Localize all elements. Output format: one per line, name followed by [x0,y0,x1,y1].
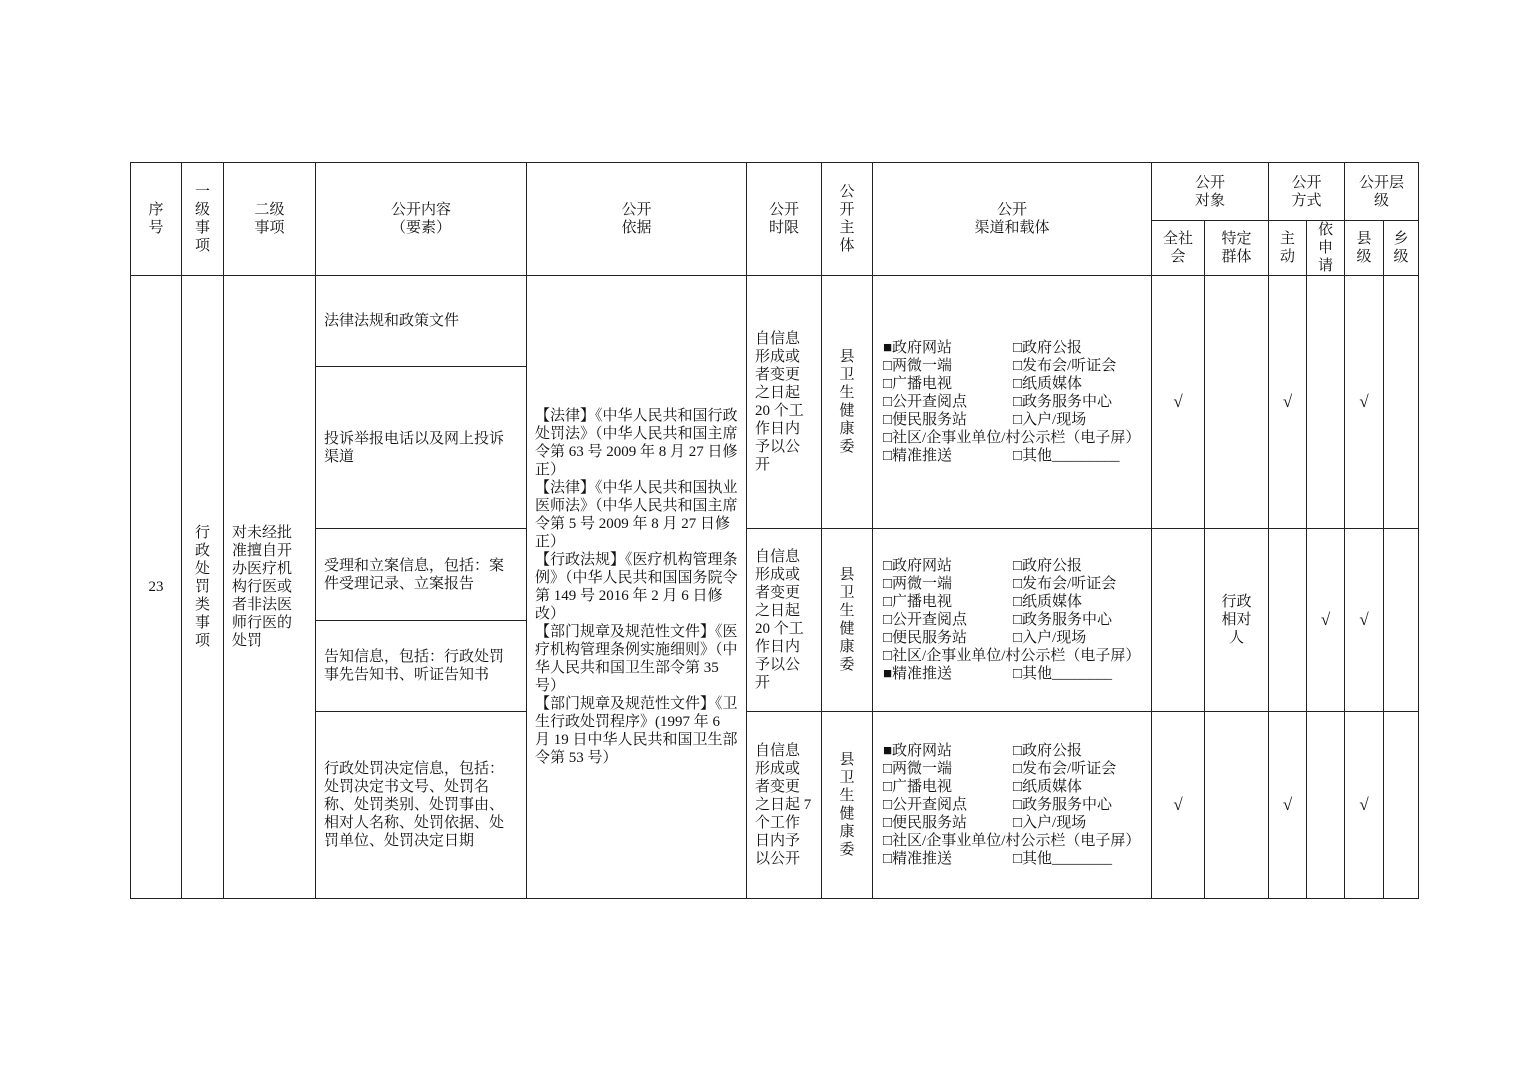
check-county: √ [1345,712,1384,899]
check-town [1384,529,1419,712]
check-all: √ [1152,276,1205,529]
header-level2: 二级事项 [224,163,316,276]
channel-option: □公开查阅点 [883,612,968,628]
check-active: √ [1269,712,1307,899]
channel-cell [873,712,1152,899]
check-request [1307,276,1345,529]
header-subject: 公开主体 [822,163,873,276]
check-active: √ [1269,276,1307,529]
check-request: √ [1307,529,1345,712]
check-county: √ [1345,529,1384,712]
channel-cell [873,276,1152,529]
header-level-town: 乡级 [1384,221,1419,276]
header-target-specific: 特定 群体 [1205,221,1269,276]
check-specific: 行政相对人 [1205,529,1269,712]
channel-option: □其他________ [1013,851,1113,867]
subject-cell: 县卫生健康委 [822,276,873,529]
disclosure-table [130,162,1419,899]
check-all [1152,529,1205,712]
channel-option: □精准推送 [883,448,953,464]
channel-option: □纸质媒体 [1013,779,1083,795]
channel-option: □其他_________ [1013,448,1120,464]
header-target-all: 全社 会 [1152,221,1205,276]
channel-option: □便民服务站 [883,412,968,428]
header-level-county: 县级 [1345,221,1384,276]
check-specific [1205,712,1269,899]
time-cell: 自信息形成或者变更之日起 7 个工作日内予以公开 [747,712,822,899]
channel-option: □两微一端 [883,761,953,777]
basis-cell: 【法律】《中华人民共和国行政处罚法》（中华人民共和国主席令第 63 号 2009 年 8 月 27 日修正） 【法律】《中华人民共和国执业医师法》（中华人民共和国主席令第 5 号 2009 年 8 月 27 日修正） 【行政法规】《医疗机构管理条例》（中华人民共和国国务院令第 149 号 2016 年 2 月 6 日修改） 【部门规章及规范性文件】《医疗机构管理条例实施细则》（中华人民共和国卫生部令第 35 号） 【部门规章及规范性文件】《卫生行政处罚程序》(1997 年 6 月 19 日中华人民共和国卫生部令第 53 号） [527,276,747,899]
header-seq: 序号 [131,163,182,276]
channel-option: □入户/现场 [1013,412,1087,428]
content-item: 受理和立案信息，包括：案件受理记录、立案报告 [316,529,527,621]
content-item: 投诉举报电话以及网上投诉渠道 [316,367,527,529]
check-request [1307,712,1345,899]
content-item: 告知信息，包括：行政处罚事先告知书、听证告知书 [316,621,527,712]
header-mode-request: 依申请 [1307,221,1345,276]
content-item: 法律法规和政策文件 [316,276,527,367]
channel-option: □便民服务站 [883,815,968,831]
header-mode-active: 主动 [1269,221,1307,276]
channel-option: □发布会/听证会 [1013,576,1117,592]
header-mode: 公开 方式 [1269,163,1345,221]
channel-option: □政府公报 [1013,558,1083,574]
channel-option: □社区/企事业单位/村公示栏（电子屏） [883,833,1141,849]
channel-option: □纸质媒体 [1013,594,1083,610]
check-all: √ [1152,712,1205,899]
level2-cell: 对未经批准擅自开办医疗机构行医或者非法医师行医的处罚 [224,276,316,899]
check-town [1384,712,1419,899]
level1-cell: 行政处罚类事项 [182,276,224,899]
channel-option: □纸质媒体 [1013,376,1083,392]
channel-option: □发布会/听证会 [1013,761,1117,777]
channel-option: □公开查阅点 [883,394,968,410]
channel-option: □广播电视 [883,594,953,610]
channel-option: □公开查阅点 [883,797,968,813]
channel-option: □入户/现场 [1013,815,1087,831]
check-active [1269,529,1307,712]
channel-option: □社区/企事业单位/村公示栏（电子屏） [883,648,1141,664]
header-channel: 公开 渠道和载体 [873,163,1152,276]
channel-option: □政务服务中心 [1013,612,1113,628]
channel-option: □广播电视 [883,376,953,392]
header-content: 公开内容 （要素） [316,163,527,276]
channel-option: ■精准推送 [883,666,953,682]
channel-option: ■政府网站 [883,743,953,759]
content-item: 行政处罚决定信息，包括：处罚决定书文号、处罚名称、处罚类别、处罚事由、相对人名称、处罚依据、处罚单位、处罚决定日期 [316,712,527,899]
check-town [1384,276,1419,529]
header-time: 公开 时限 [747,163,822,276]
channel-option: □入户/现场 [1013,630,1087,646]
channel-option: □便民服务站 [883,630,968,646]
subject-cell: 县卫生健康委 [822,712,873,899]
seq-cell: 23 [131,276,182,899]
time-cell: 自信息形成或者变更之日起 20 个工作日内予以公开 [747,276,822,529]
header-level: 公开层 级 [1345,163,1419,221]
channel-option: □广播电视 [883,779,953,795]
header-level1: 一级事项 [182,163,224,276]
channel-option: ■政府网站 [883,340,953,356]
channel-option: □两微一端 [883,576,953,592]
subject-cell: 县卫生健康委 [822,529,873,712]
channel-option: □政务服务中心 [1013,394,1113,410]
channel-option: □政府公报 [1013,340,1083,356]
channel-option: □其他________ [1013,666,1113,682]
channel-option: □政府公报 [1013,743,1083,759]
channel-option: □精准推送 [883,851,953,867]
channel-option: □社区/企事业单位/村公示栏（电子屏） [883,430,1141,446]
channel-option: □两微一端 [883,358,953,374]
channel-option: □政务服务中心 [1013,797,1113,813]
channel-option: □发布会/听证会 [1013,358,1117,374]
header-target: 公开 对象 [1152,163,1269,221]
check-specific [1205,276,1269,529]
check-county: √ [1345,276,1384,529]
channel-cell [873,529,1152,712]
time-cell: 自信息形成或者变更之日起 20 个工作日内予以公开 [747,529,822,712]
header-basis: 公开 依据 [527,163,747,276]
channel-option: □政府网站 [883,558,953,574]
